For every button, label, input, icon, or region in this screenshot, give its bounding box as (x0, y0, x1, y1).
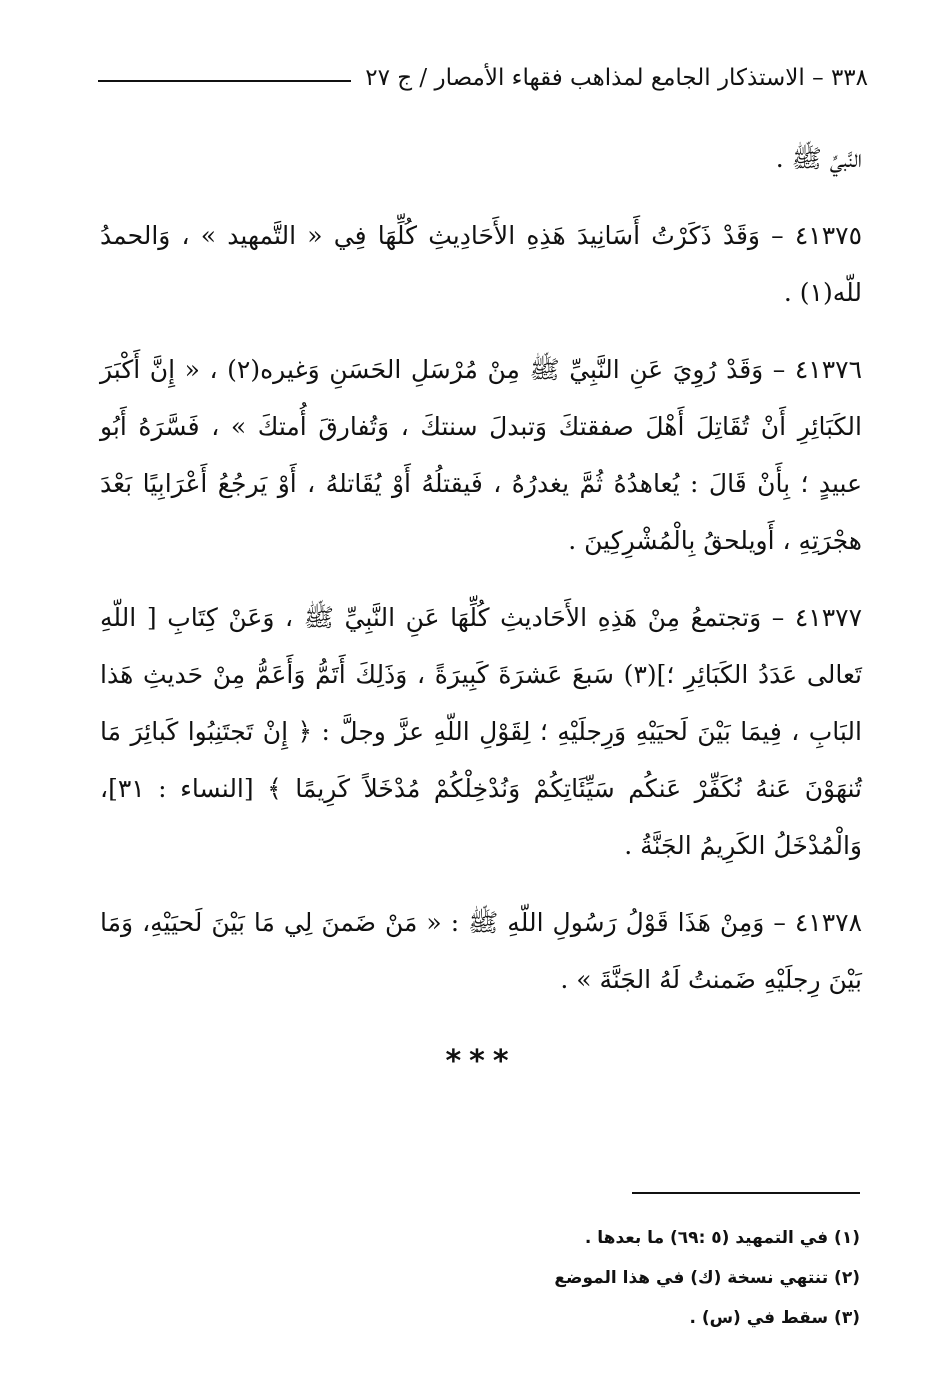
paragraph-41376: ٤١٣٧٦ – وَقَدْ رُوِيَ عَنِ النَّبِيِّ ﷺ مِنْ مُرْسَلِ الحَسَنِ وَغيره(٢) ، « إِنَّ أَكْبَرَ الكَبَائِرِ أَنْ تُقَاتِلَ أَهْلَ صفقتكَ وَتبدلَ سنتكَ ، وَتُفارقَ أُمتكَ » ، فَسَّرَهُ أَبُو عبيدٍ ؛ بِأَنْ قَالَ : يُعاهدُهُ ثُمَّ يغدرُهُ ، فَيقتلُهُ أَوْ يُقَاتلهُ ، أَوْ يَرجُعُ أَعْرَابِيًا بَعْدَ هجْرَتِهِ ، أَويلحقُ بِالْمُشْرِكِينَ . (100, 355, 862, 555)
paragraph-41377: ٤١٣٧٧ – وَتجتمعُ مِنْ هَذِهِ الأَحَاديثِ كُلِّهَا عَنِ النَّبِيِّ ﷺ ، وَعَنْ كِتَابِ [ اللّهِ تَعالى عَدَدُ الكَبَائِرِ ؛](٣) سَبعَ عَشرَةَ كَبِيرَةً ، وَذَلِكَ أَتَمُّ وَأَعَمُّ مِنْ حَديثِ هَذا البَابِ ، فِيمَا بَيْنَ لَحيَيْهِ وَرِجلَيْهِ ؛ لِقَوْلِ اللّهِ عزَّ وجلَّ : ﴿ إِنْ تَجتَنِبُوا كَبائِرَ مَا تُنهَوْنَ عَنهُ نُكَفِّرْ عَنكُم سَيِّئَاتِكُمْ وَنُدْخِلْكُمْ مُدْخَلاً كَرِيمًا ﴾ [النساء : ٣١]، وَالْمُدْخَلُ الكَرِيمُ الجَنَّةُ . (100, 603, 862, 860)
footnotes (260, 1218, 860, 1338)
footnote-rule (632, 1192, 860, 1194)
footnote-2: (٢) تنتهي نسخة (ك) في هذا الموضع (554, 1268, 860, 1288)
page-header (98, 58, 868, 98)
footnote-3: (٣) سقط في (س) . (689, 1308, 860, 1328)
paragraph-41378: ٤١٣٧٨ – وَمِنْ هَذَا قَوْلُ رَسُولِ اللّهِ ﷺ : « مَنْ ضَمنَ لِي مَا بَيْنَ لَحيَيْهِ، وَمَا بَيْنَ رِجلَيْهِ ضَمنتُ لَهُ الجَنَّةَ » . (100, 908, 862, 994)
paragraph-41375: ٤١٣٧٥ – وَقَدْ ذَكَرْتُ أَسَانِيدَ هَذِهِ الأَحَادِيثِ كُلِّهَا فِي « التَّمهيد » ، وَالحمدُ للّه(١) . (100, 221, 862, 307)
section-separator: *** (445, 1044, 517, 1079)
paragraph-continuation: النَّبيِّ ﷺ . (775, 144, 862, 173)
header-rule (98, 80, 351, 82)
main-text (100, 130, 862, 1082)
footnote-1: (١) في التمهيد (٥ :٦٩) ما بعدها . (584, 1228, 860, 1248)
running-title: ٣٣٨ – الاستذكار الجامع لمذاهب فقهاء الأمصار / ج ٢٧ (365, 65, 868, 91)
